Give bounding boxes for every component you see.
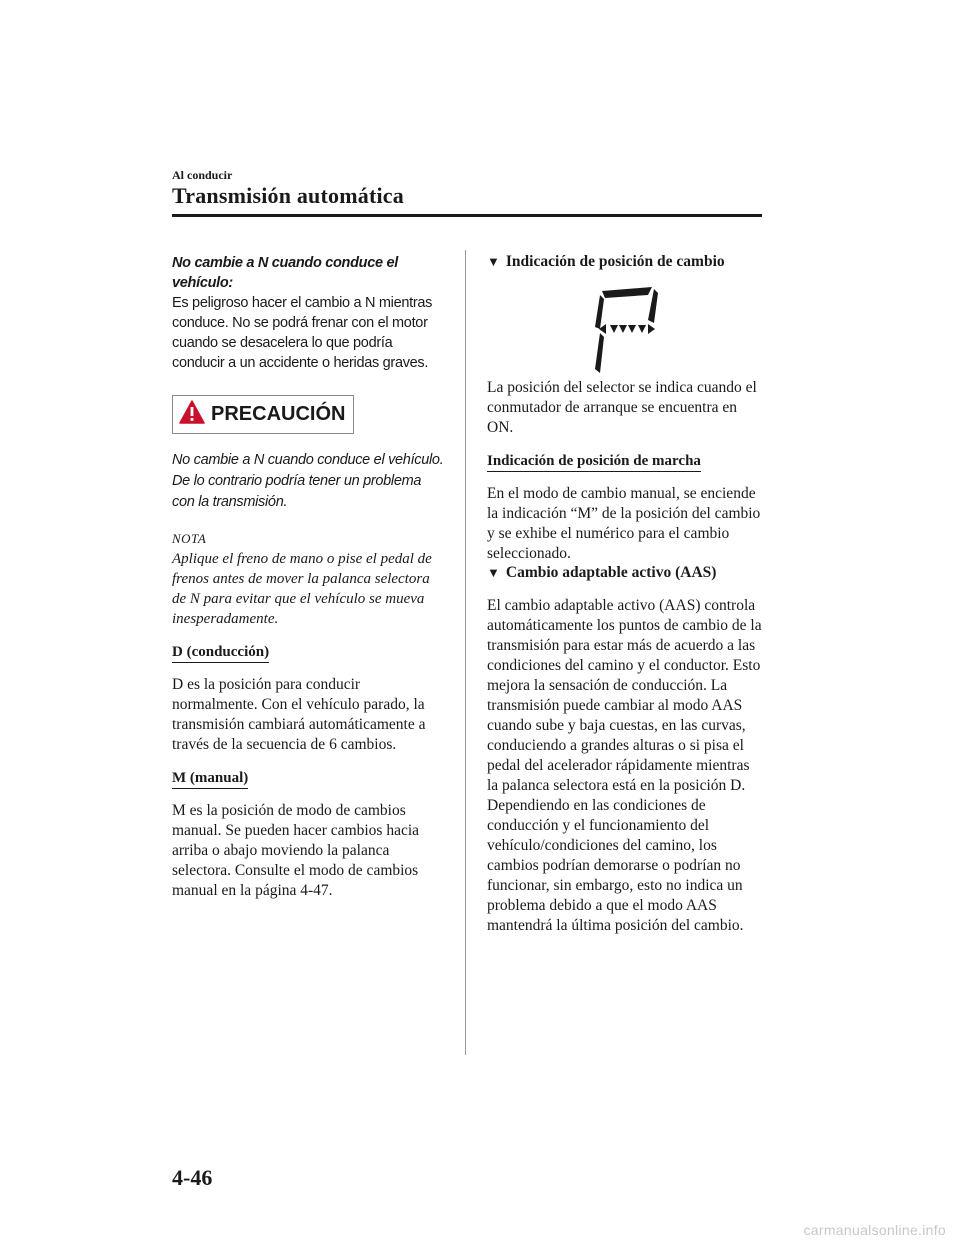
page-number: 4-46 (172, 1165, 213, 1190)
gear-body: En el modo de cambio manual, se enciende la indicación “M” de la posición del cambio y se exhibe el numérico para el cambio seleccionado. (487, 485, 761, 562)
caution-body: No cambie a N cuando conduce el vehículo. De lo contrario podría tener un problema con la transmisión. (172, 452, 444, 510)
shift-indicator-figure (487, 283, 762, 378)
note-label: NOTA (172, 531, 207, 546)
gear-heading: Indicación de posición de marcha (487, 453, 701, 472)
m-heading: M (manual) (172, 770, 248, 789)
d-body: D es la posición para conducir normalmente. Con el vehículo parado, la transmisión cambiará automáticamente a través de la secuencia de 6 cambios. (172, 676, 426, 753)
caution-box (172, 395, 354, 434)
aas-body: El cambio adaptable activo (AAS) controla automáticamente los puntos de cambio de la transmisión para estar más de acuerdo a las condiciones del camino y el conductor. Esto mejora la sensación de conducción. La transmisión puede cambiar al modo AAS cuando sube y baja cuestas, en las curvas, conduciendo a grandes alturas o si pisa el pedal del acelerador rápidamente mientras la palanca selectora está en la posición D. Dependiendo en las condiciones de conducción y el funcionamiento del vehículo/condiciones del camino, los cambios podrían demorarse o podrían no funcionar, sin embargo, esto no indica un problema debido a que el modo AAS mantendrá la última posición del cambio. (487, 597, 762, 934)
warning-heading: No cambie a N cuando conduce el vehículo: (172, 255, 398, 291)
down-triangle-icon: ▼ (487, 565, 500, 580)
m-body: M es la posición de modo de cambios manual. Se pueden hacer cambios hacia arriba o abajo moviendo la palanca selectora. Consulte el modo de cambios manual en la página 4-47. (172, 802, 420, 899)
chapter-rule (172, 214, 762, 217)
segment-display-icon (592, 283, 662, 378)
down-triangle-icon: ▼ (487, 254, 500, 269)
aas-heading-row (487, 564, 762, 582)
shift-heading: Indicación de posición de cambio (505, 253, 725, 270)
caution-title: PRECAUCIÓN (211, 403, 346, 425)
right-column (487, 253, 762, 936)
column-divider (465, 250, 466, 1055)
d-heading: D (conducción) (172, 644, 269, 663)
shift-heading-row (487, 253, 762, 271)
shift-body: La posición del selector se indica cuando el conmutador de arranque se encuentra en ON. (487, 379, 757, 436)
chapter-title: Transmisión automática (172, 183, 404, 208)
watermark: carmanualsonline.info (803, 1222, 946, 1238)
section-label: Al conducir (172, 168, 233, 182)
warning-body: Es peligroso hacer el cambio a N mientras conduce. No se podrá frenar con el motor cuando se desacelera lo que podría conducir a un accidente o heridas graves. (172, 295, 433, 371)
note-body: Aplique el freno de mano o pise el pedal de frenos antes de mover la palanca selectora de N para evitar que el vehículo se mueva inesperadamente. (172, 551, 432, 627)
aas-heading: Cambio adaptable activo (AAS) (505, 564, 717, 581)
warning-triangle-icon (179, 400, 205, 429)
left-column (172, 253, 447, 901)
